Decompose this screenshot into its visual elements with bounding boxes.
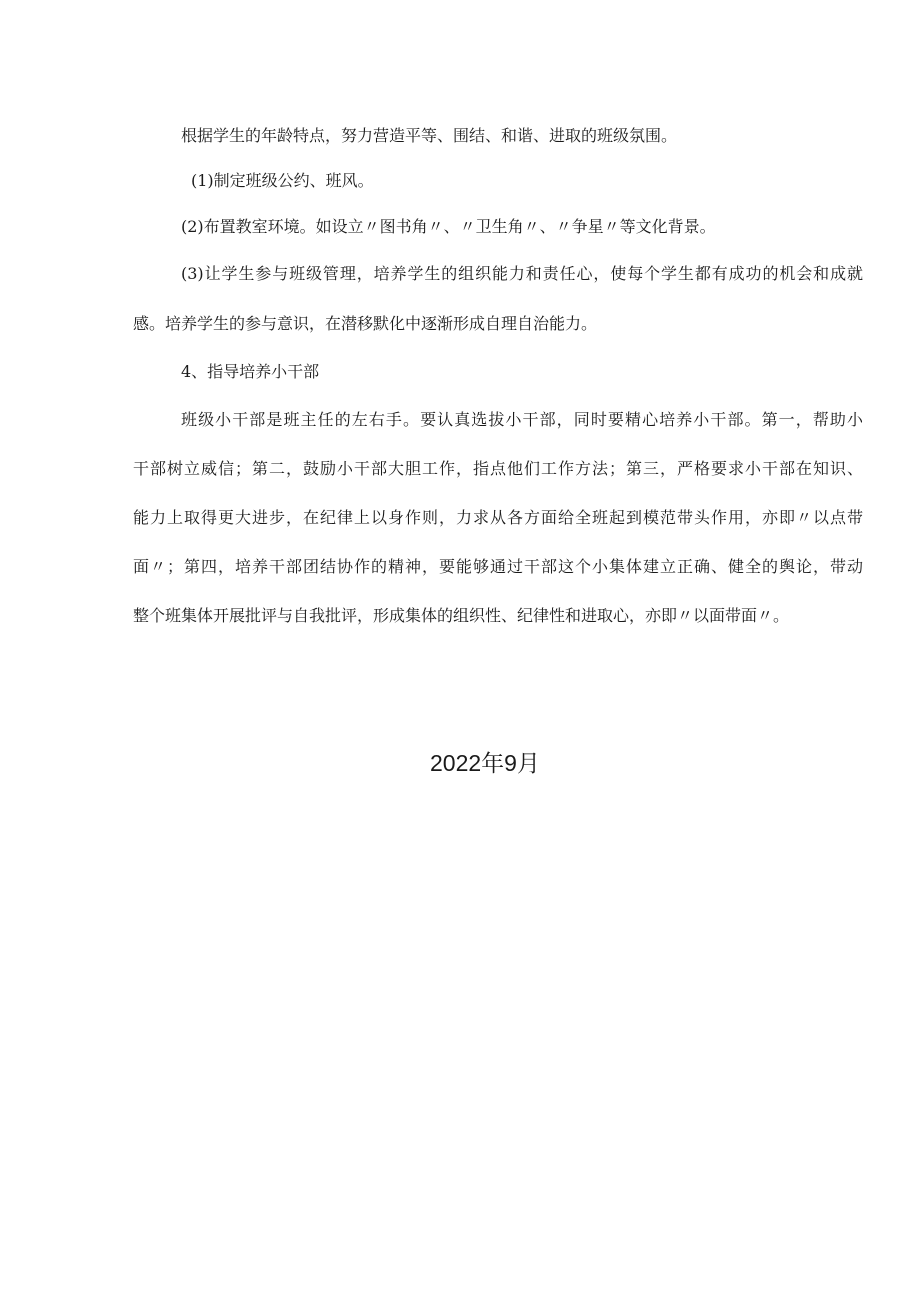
section-heading: 4、指导培养小干部	[181, 362, 320, 381]
paragraph-line-2: 干部树立威信；第二，鼓励小干部大胆工作，指点他们工作方法；第三，严格要求小干部在知识、	[133, 459, 863, 478]
paragraph-line-5: 整个班集体开展批评与自我批评，形成集体的组织性、纪律性和进取心，亦即〃以面带面〃。	[133, 606, 790, 625]
list-item-2: (2)布置教室环境。如设立〃图书角〃、〃卫生角〃、〃争星〃等文化背景。	[181, 217, 716, 236]
paragraph-line-3: 能力上取得更大进步，在纪律上以身作则，力求从各方面给全班起到模范带头作用，亦即〃以点带	[133, 508, 863, 527]
list-item-1: (1)制定班级公约、班风。	[191, 171, 374, 190]
paragraph-line-1: 班级小干部是班主任的左右手。要认真选拔小干部，同时要精心培养小干部。第一，帮助小	[181, 410, 863, 429]
document-date: 2022年9月	[430, 750, 540, 776]
paragraph-intro: 根据学生的年龄特点，努力营造平等、围结、和谐、进取的班级氛围。	[181, 126, 678, 145]
list-item-3-line-2: 感。培养学生的参与意识，在潜移默化中逐渐形成自理自治能力。	[133, 314, 598, 333]
list-item-3-line-1: (3)让学生参与班级管理，培养学生的组织能力和责任心，使每个学生都有成功的机会和成就	[181, 264, 863, 283]
paragraph-line-4: 面〃；第四，培养干部团结协作的精神，要能够通过干部这个小集体建立正确、健全的舆论，带动	[133, 557, 863, 576]
